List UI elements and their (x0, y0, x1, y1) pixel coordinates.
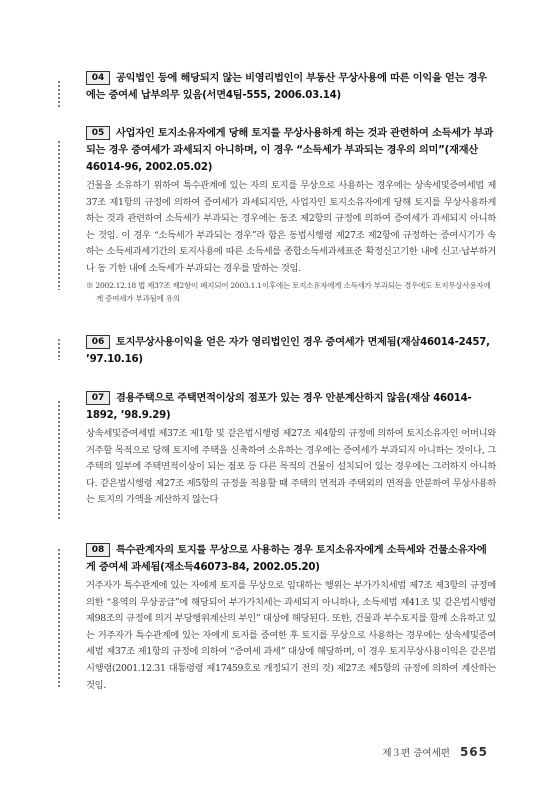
ruling-heading (86, 542, 496, 576)
ruling-heading (86, 125, 496, 176)
left-dotted-rule (58, 400, 60, 520)
ruling-body: 상속세및증여세법 제37조 제1항 및 같은법시행령 제27조 제4항의 규정에 의하여 토지소유자인 어머니와 거주할 목적으로 당해 토지에 주택을 신축하여 소유하는 경우에는 증여세가 부과되지 아니하는 것이나, 그 주택의 일부에 주택면적이상이 되는 점포 등 다른 목적의 건물이 설치되어 있는 경우에는 그러하지 아니하다. 같은법시행령 제27조 제5항의 규정을 적용할 때 주택의 면적과 주택외의 면적을 안분하여 무상사용하는 토지의 가액을 계산하지 않는다 (86, 428, 496, 506)
ruling-entry-04 (86, 70, 496, 104)
ruling-heading (86, 390, 496, 424)
page-footer (382, 745, 488, 759)
ruling-number: 04 (86, 71, 110, 85)
ruling-entry-06 (86, 334, 496, 368)
left-dotted-rule (58, 140, 60, 290)
left-dotted-rule (58, 548, 60, 688)
ruling-number: 08 (86, 543, 110, 557)
ruling-heading (86, 70, 496, 104)
ruling-number: 05 (86, 126, 110, 140)
ruling-title: 특수관계자의 토지를 무상으로 사용하는 경우 토지소유자에게 소득세와 건물소유자에게 증여세 과세됨(재소득46073-84, 2002.05.20) (86, 545, 487, 573)
left-dotted-rule (58, 80, 60, 108)
ruling-body: 건물을 소유하기 위하여 특수관계에 있는 자의 토지를 무상으로 사용하는 경우에는 상속세및증여세법 제37조 제1항의 규정에 의하여 증여세가 과세되지만, 사업자인 토지소유자에게 당해 토지를 무상사용하게 하는 것과 관련하여 소득세가 부과되는 경우에는 동조 제2항의 규정에 의하여 증여세가 과세되지 아니하는 것임. 이 경우 “소득세가 부과되는 경우”라 함은 동법시행령 제27조 제2항에 규정하는 증여시기가 속하는 소득세과세기간의 토지사용에 따른 소득세를 종합소득세과세표준 확정신고기한 내에 신고·납부하거나 동 기한 내에 소득세가 부과되는 경우를 말하는 것임. (86, 180, 496, 274)
ruling-body: 거주자가 특수관계에 있는 자에게 토지를 무상으로 임대하는 행위는 부가가치세법 제7조 제3항의 규정에 의한 “용역의 무상공급”에 해당되어 부가가치세는 과세되지 아니하나, 소득세법 제41조 및 같은법시행령 제98조의 규정에 의거 부당행위계산의 부인” 대상에 해당된다. 또한, 건물과 부수토지를 함께 소유하고 있는 거주자가 특수관계에 있는 자에게 토지를 증여한 후 토지를 무상으로 사용하는 경우에는 상속세및증여세법 제37조 제1항의 규정에 의하여 “증여세 과세” 대상에 해당하며, 이 경우 토지무상사용이익은 같은법시행령(2001.12.31 대통령령 제17459호로 개정되기 전의 것) 제27조 제5항의 규정에 의하여 계산하는 것임. (86, 580, 496, 691)
section-label: 제３편 증여세편 (382, 748, 450, 759)
ruling-entry-05 (86, 125, 496, 305)
ruling-number: 06 (86, 335, 110, 349)
ruling-number: 07 (86, 391, 110, 405)
ruling-title: 토지무상사용이익을 얻은 자가 영리법인인 경우 증여세가 면제됨(재삼46014-2457, ’97.10.16) (86, 337, 490, 365)
ruling-entry-08 (86, 542, 496, 694)
ruling-title: 공익법인 등에 해당되지 않는 비영리법인이 부동산 무상사용에 따른 이익을 얻는 경우에는 증여세 납부의무 있음(서면4팀-555, 2006.03.14) (86, 73, 487, 101)
ruling-heading (86, 334, 496, 368)
page-number: 565 (459, 745, 488, 759)
ruling-title: 사업자인 토지소유자에게 당해 토지를 무상사용하게 하는 것과 관련하여 소득세가 부과되는 경우 증여세가 과세되지 아니하며, 이 경우 “소득세가 부과되는 경우의 의미”(재재산46014-96, 2002.05.02) (86, 128, 494, 173)
ruling-note: ※ 2002.12.18 법 제37조 제2항이 폐지되어 2003.1.1이후에는 토지소유자에게 소득세가 부과되는 경우에도 토지무상사용자에게 증여세가 부과됨에 유의 (86, 280, 491, 303)
ruling-title: 겸용주택으로 주택면적이상의 점포가 있는 경우 안분계산하지 않음(재삼 46014-1892, ’98.9.29) (86, 393, 472, 421)
left-dotted-rule (58, 338, 60, 360)
ruling-entry-07 (86, 390, 496, 509)
